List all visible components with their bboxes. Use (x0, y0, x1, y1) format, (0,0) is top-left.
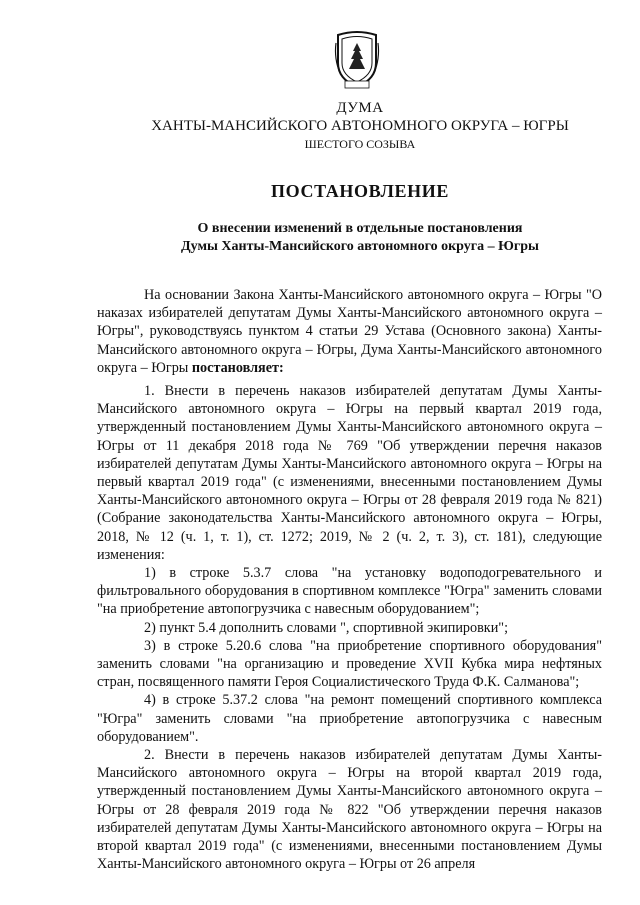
coat-of-arms-emblem (332, 29, 382, 91)
item-1-sub-2: 2) пункт 5.4 дополнить словами ", спортивной экипировки"; (144, 619, 509, 636)
preamble-resolves: постановляет: (191, 359, 284, 376)
preamble-paragraph (97, 286, 602, 377)
document-type: ПОСТАНОВЛЕНИЕ (271, 181, 449, 201)
preamble-text: На основании Закона Ханты-Мансийского автономного округа – Югры "О наказах избирателей депутатам Думы Ханты-Мансийского автономного округа – Югры", руководствуясь пунктом 4 статьи 29 Устава (Основного закона) Ханты-Мансийского автономного округа – Югры, Дума Ханты-Мансийского автономного округа – Югры (97, 287, 602, 376)
item-1-sub-4: 4) в строке 5.37.2 слова "на ремонт помещений спортивного комплекса "Югра" заменить словами "на приобретение автопогрузчика с навесным оборудованием". (97, 692, 602, 745)
preamble-block (97, 286, 602, 377)
org-name: ДУМА (336, 100, 384, 116)
item-1-sub-1: 1) в строке 5.3.7 слова "на установку водоподогревательного и фильтровального оборудования в спортивном комплексе "Югра" заменить словами "на приобретение автопогрузчика с навесным оборудованием"; (97, 565, 602, 618)
resolution-body (97, 382, 602, 873)
convocation: ШЕСТОГО СОЗЫВА (304, 137, 416, 151)
item-1: 1. Внести в перечень наказов избирателей депутатам Думы Ханты-Мансийского автономного округа – Югры на первый квартал 2019 года, утвержденный постановлением Думы Ханты-Мансийского автономного округа – Югры от 11 декабря 2018 года № 769 "Об утверждении перечня наказов избирателей депутатам Думы Ханты-Мансийского автономного округа – Югры на первый квартал 2019 года" (с изменениями, внесенными постановлением Думы Ханты-Мансийского автономного округа – Югры от 28 февраля 2019 года № 821) (Собрание законодательства Ханты-Мансийского автономного округа – Югры, 2018, № 12 (ч. 1, т. 1), ст. 1272; 2019, № 2 (ч. 2, т. 3), ст. 181), следующие изменения: (97, 383, 602, 563)
subject-line-1: О внесении изменений в отдельные постановления (197, 221, 523, 236)
subject-line-2: Думы Ханты-Мансийского автономного округа – Югры (181, 239, 539, 254)
item-2: 2. Внести в перечень наказов избирателей депутатам Думы Ханты-Мансийского автономного округа – Югры на второй квартал 2019 года, утвержденный постановлением Думы Ханты-Мансийского автономного округа – Югры от 28 февраля 2019 года № 822 "Об утверждении перечня наказов избирателей депутатам Думы Ханты-Мансийского автономного округа – Югры на второй квартал 2019 года" (с изменениями, внесенными постановлением Думы Ханты-Мансийского автономного округа – Югры от 26 апреля (97, 747, 602, 873)
okrug-name: ХАНТЫ-МАНСИЙСКОГО АВТОНОМНОГО ОКРУГА – ЮГРЫ (151, 118, 569, 134)
item-1-sub-3: 3) в строке 5.20.6 слова "на приобретение спортивного оборудования" заменить словами "на организацию и проведение XVII Кубка мира нефтяных стран, посвященного памяти Героя Социалистического Труда Ф.К. Салманова"; (97, 637, 602, 691)
document-subject (40, 220, 640, 256)
